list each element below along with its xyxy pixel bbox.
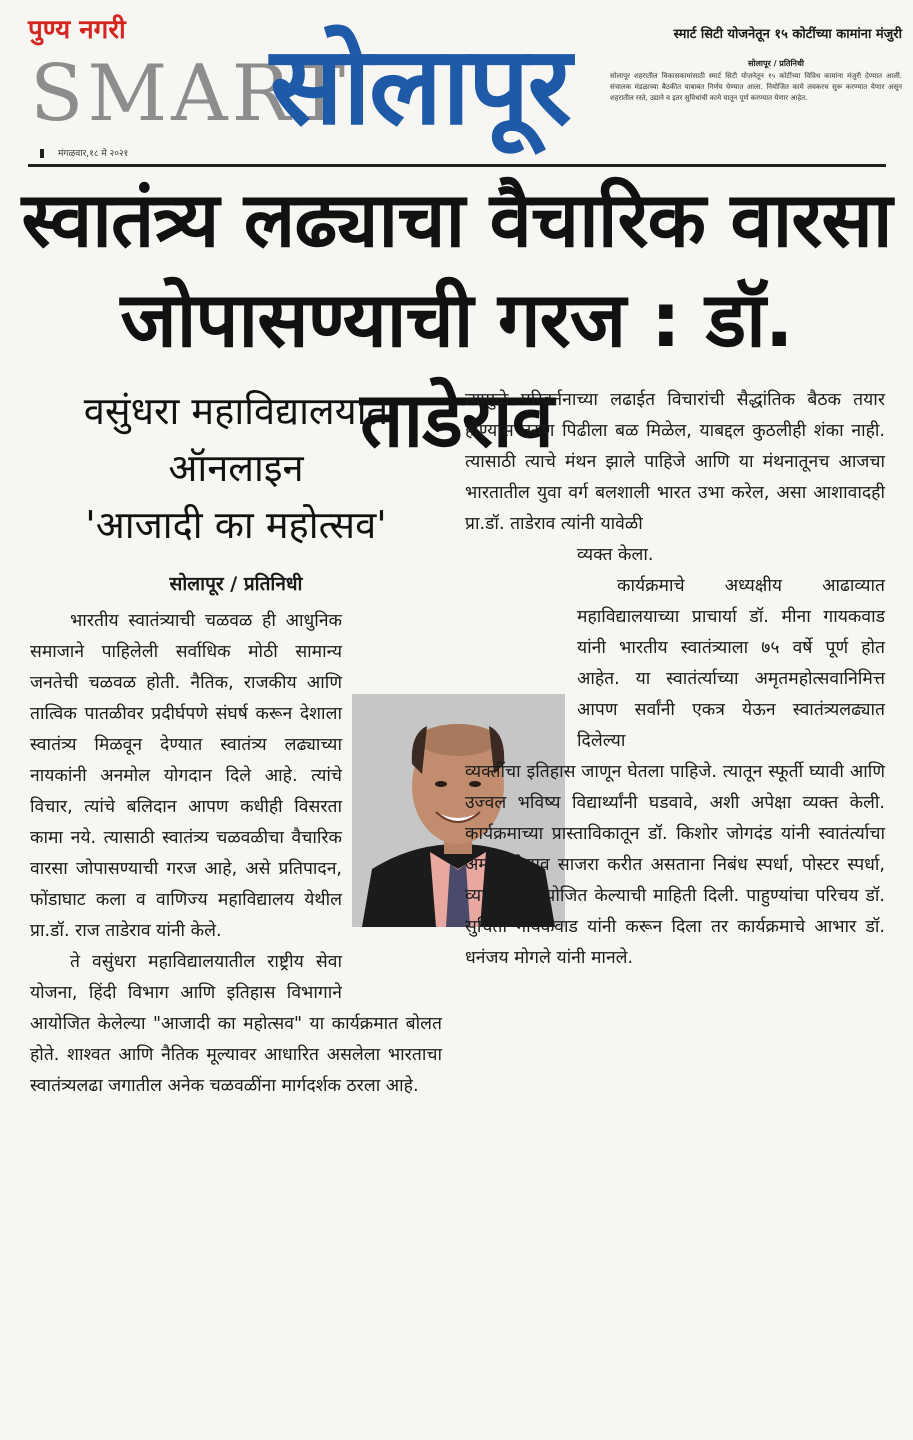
newspaper-logo <box>28 10 126 46</box>
masthead-divider <box>28 164 886 167</box>
date-text: मंगळवार,१८ मे २०२१ <box>58 149 129 159</box>
subhead-line-1: वसुंधरा महाविद्यालयात <box>83 389 389 433</box>
subhead-line-2: ऑनलाइन <box>168 446 304 490</box>
brief-byline: सोलापूर / प्रतिनिधी <box>748 59 804 68</box>
dateline <box>40 146 128 159</box>
headline-line-1: स्वातंत्र्य लढ्याचा वैचारिक वारसा <box>21 175 892 264</box>
article-paragraph: त्यामुळे परिवर्तनाच्या लढाईत विचारांची सैद्धांतिक बैठक तयार होण्यास तरुण पिढीला बळ मिळेल, याबद्दल कुठलीही शंका नाही. त्यासाठी त्याचे मंथन झाले पाहिजे आणि या मंथनातूनच आजचा भारतातील युवा वर्ग बलशाली भारत उभा करेल, असा आशावादही प्रा.डॉ. ताडेराव त्यांनी यावेळी <box>465 390 885 534</box>
edition-smart-label: SMART <box>30 49 350 139</box>
brief-text: सोलापूर शहरातील विकासकामांसाठी स्मार्ट सिटी योजनेतून १५ कोटींच्या विविध कामांना मंजुरी देण्यात आली. संचालक मंडळाच्या बैठकीत याबाबत निर्णय घेण्यात आला. नियोजित कामे लवकरच सुरू करण्यात येणार असून शहरातील रस्ते, उद्याने व इतर सुविधांची कामे यातून पूर्ण करण्यात येणार आहेत. <box>610 72 902 102</box>
page-marker <box>40 149 44 158</box>
sub-headline <box>20 383 452 554</box>
logo-text: पुण्य नगरी <box>28 15 126 45</box>
brief-title: स्मार्ट सिटी योजनेतून १५ कोटींच्या कामांना मंजुरी <box>673 27 902 42</box>
news-brief <box>610 24 902 159</box>
article-paragraph: व्यक्तींचा इतिहास जाणून घेतला पाहिजे. त्यातून स्फूर्ती घ्यावी आणि उज्वल भविष्य विद्यार्थ्यांनी घडवावे, अशी अपेक्षा व्यक्त केली. कार्यक्रमाच्या प्रास्ताविकातून डॉ. किशोर जोगदंड यांनी स्वातंर्त्याचा अमृतमहोत्सव साजरा करीत असताना निबंध स्पर्धा, पोस्टर स्पर्धा, व्याख्यान आयोजित केल्याची माहिती दिली. पाहुण्यांचा परिचय डॉ. सुचिता गायकवाड यांनी करून दिला तर कार्यक्रमाचे आभार डॉ. धनंजय मोगले यांनी मानले. <box>465 762 885 968</box>
article-byline: सोलापूर / प्रतिनिधी <box>169 573 303 595</box>
masthead <box>0 0 913 168</box>
article-right-column <box>465 385 885 974</box>
headline-line-2: जोपासण्याची गरज : डॉ. ताडेराव <box>120 275 793 464</box>
subhead-line-3: 'आजादी का महोत्सव' <box>85 503 387 547</box>
article-paragraph: कार्यक्रमाचे अध्यक्षीय आढाव्यात महाविद्यालयाच्या प्राचार्या डॉ. मीना गायकवाड यांनी भारतीय स्वातंत्र्याला ७५ वर्षे पूर्ण होत आहेत. या स्वातंर्त्याच्या अमृतमहोत्सवानिमित्त आपण सर्वांनी एकत्र येऊन स्वातंत्र्यलढ्यात दिलेल्या <box>577 576 885 751</box>
article-paragraph: भारतीय स्वातंत्र्याची चळवळ ही आधुनिक समाजाने पाहिलेली सर्वाधिक मोठी सामान्य जनतेची चळवळ होती. नैतिक, राजकीय आणि तात्विक पातळीवर प्रदीर्घपणे संघर्ष करून देशाला स्वातंत्र्य मिळवून देण्यात स्वातंत्र्य लढ्याच्या नायकांनी अनमोल योगदान दिले आहे. त्यांचे विचार, त्यांचे बलिदान आपण कधीही विसरता कामा नये. त्यासाठी स्वातंत्र्य चळवळीचा वैचारिक वारसा जोपासण्याची गरज आहे, असे प्रतिपादन, फोंडाघाट कला व वाणिज्य महाविद्यालय येथील प्रा.डॉ. राज ताडेराव यांनी केले. <box>30 611 342 941</box>
edition-city-label: सोलापूर <box>270 24 570 149</box>
article-paragraph: ते वसुंधरा महाविद्यालयातील राष्ट्रीय सेवा योजना, हिंदी विभाग आणि इतिहास विभागाने आयोजित केलेल्या "आजादी का महोत्सव" या कार्यक्रमात बोलत होते. शाश्वत आणि नैतिक मूल्यावर आधारित असलेला भारताचा स्वातंत्र्यलढा जगातील अनेक चळवळींना मार्गदर्शक ठरला आहे. <box>30 952 442 1096</box>
article-paragraph-end: व्यक्त केला. <box>577 545 654 565</box>
